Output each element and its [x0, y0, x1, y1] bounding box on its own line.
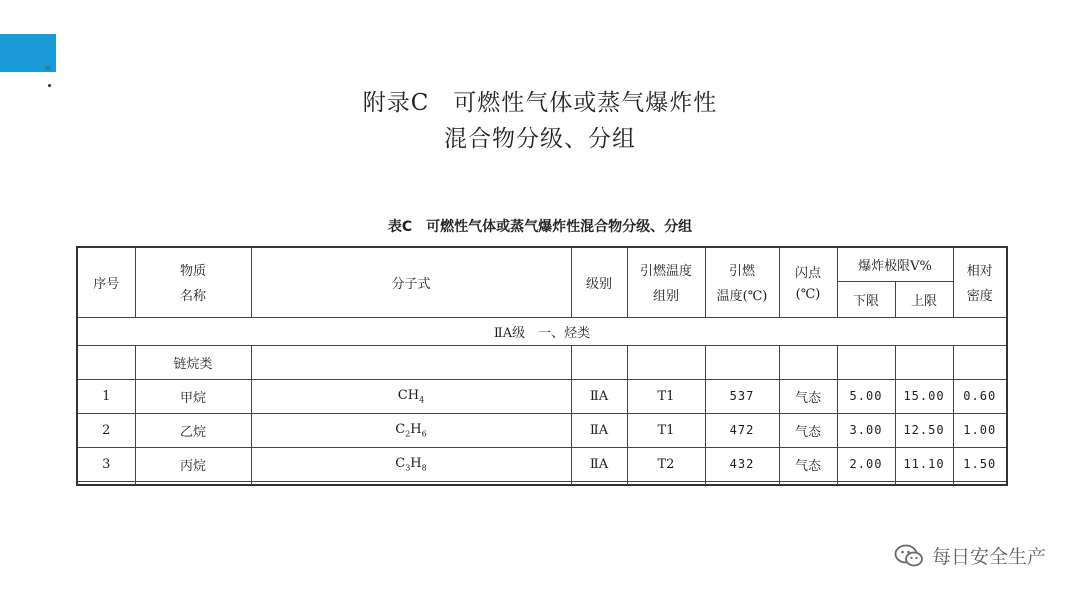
cell-formula: $C_3H_8$: [251, 447, 571, 481]
table-caption: 表C 可燃性气体或蒸气爆炸性混合物分级、分组: [387, 219, 693, 235]
header-formula: 分子式: [251, 247, 571, 317]
cell-name: 乙烷: [135, 413, 251, 447]
side-mark: ∞: [44, 64, 52, 74]
cell-flash: 气态: [779, 413, 837, 447]
header-no: 序号: [77, 247, 135, 317]
header-temp-group: 引燃温度 组别: [627, 247, 705, 317]
cell-lower: 3.00: [837, 413, 895, 447]
cell-class: ⅡA: [571, 447, 627, 481]
wechat-icon: [894, 543, 924, 569]
cell-no: 2: [77, 413, 135, 447]
cell-name: 丙烷: [135, 447, 251, 481]
table-row: [77, 379, 1007, 413]
page-title-line2: 混合物分级、分组: [444, 126, 636, 152]
cell-no: 1: [77, 379, 135, 413]
cell-density: 0.60: [953, 379, 1007, 413]
header-explosion-limit: 爆炸极限V%: [837, 247, 953, 281]
header-upper-limit: 上限: [895, 281, 953, 317]
cell-flash: 气态: [779, 379, 837, 413]
cell-temp-group: T2: [627, 447, 705, 481]
cell-upper: 11.10: [895, 447, 953, 481]
header-substance: 物质 名称: [135, 247, 251, 317]
subgroup-label: 链烷类: [135, 345, 251, 379]
cell-name: 甲烷: [135, 379, 251, 413]
cell-density: 1.00: [953, 413, 1007, 447]
cell-temp-group: T1: [627, 379, 705, 413]
cell-upper: 12.50: [895, 413, 953, 447]
cell-ignition: 472: [705, 413, 779, 447]
cell-ignition: 537: [705, 379, 779, 413]
group-label: ⅡA级 一、烃类: [77, 317, 1007, 345]
cell-formula: $CH_4$: [251, 379, 571, 413]
watermark-text: 每日安全生产: [931, 546, 1046, 568]
cell-class: ⅡA: [571, 413, 627, 447]
header-class: 级别: [571, 247, 627, 317]
header-ignition-temp: 引燃 温度(℃): [705, 247, 779, 317]
header-flash-point: 闪点 (℃): [779, 247, 837, 317]
cell-formula: $C_2H_6$: [251, 413, 571, 447]
watermark: [894, 542, 1046, 569]
header-relative-density: 相对 密度: [953, 247, 1007, 317]
table-row: [77, 447, 1007, 481]
cell-no: 3: [77, 447, 135, 481]
cell-upper: 15.00: [895, 379, 953, 413]
cell-class: ⅡA: [571, 379, 627, 413]
cell-ignition: 432: [705, 447, 779, 481]
cell-density: 1.50: [953, 447, 1007, 481]
page-title-line1: 附录C 可燃性气体或蒸气爆炸性: [362, 90, 718, 116]
header-lower-limit: 下限: [837, 281, 895, 317]
cell-temp-group: T1: [627, 413, 705, 447]
cell-lower: 2.00: [837, 447, 895, 481]
cell-lower: 5.00: [837, 379, 895, 413]
cell-flash: 气态: [779, 447, 837, 481]
table-row: [77, 413, 1007, 447]
classification-table: [76, 246, 1008, 486]
